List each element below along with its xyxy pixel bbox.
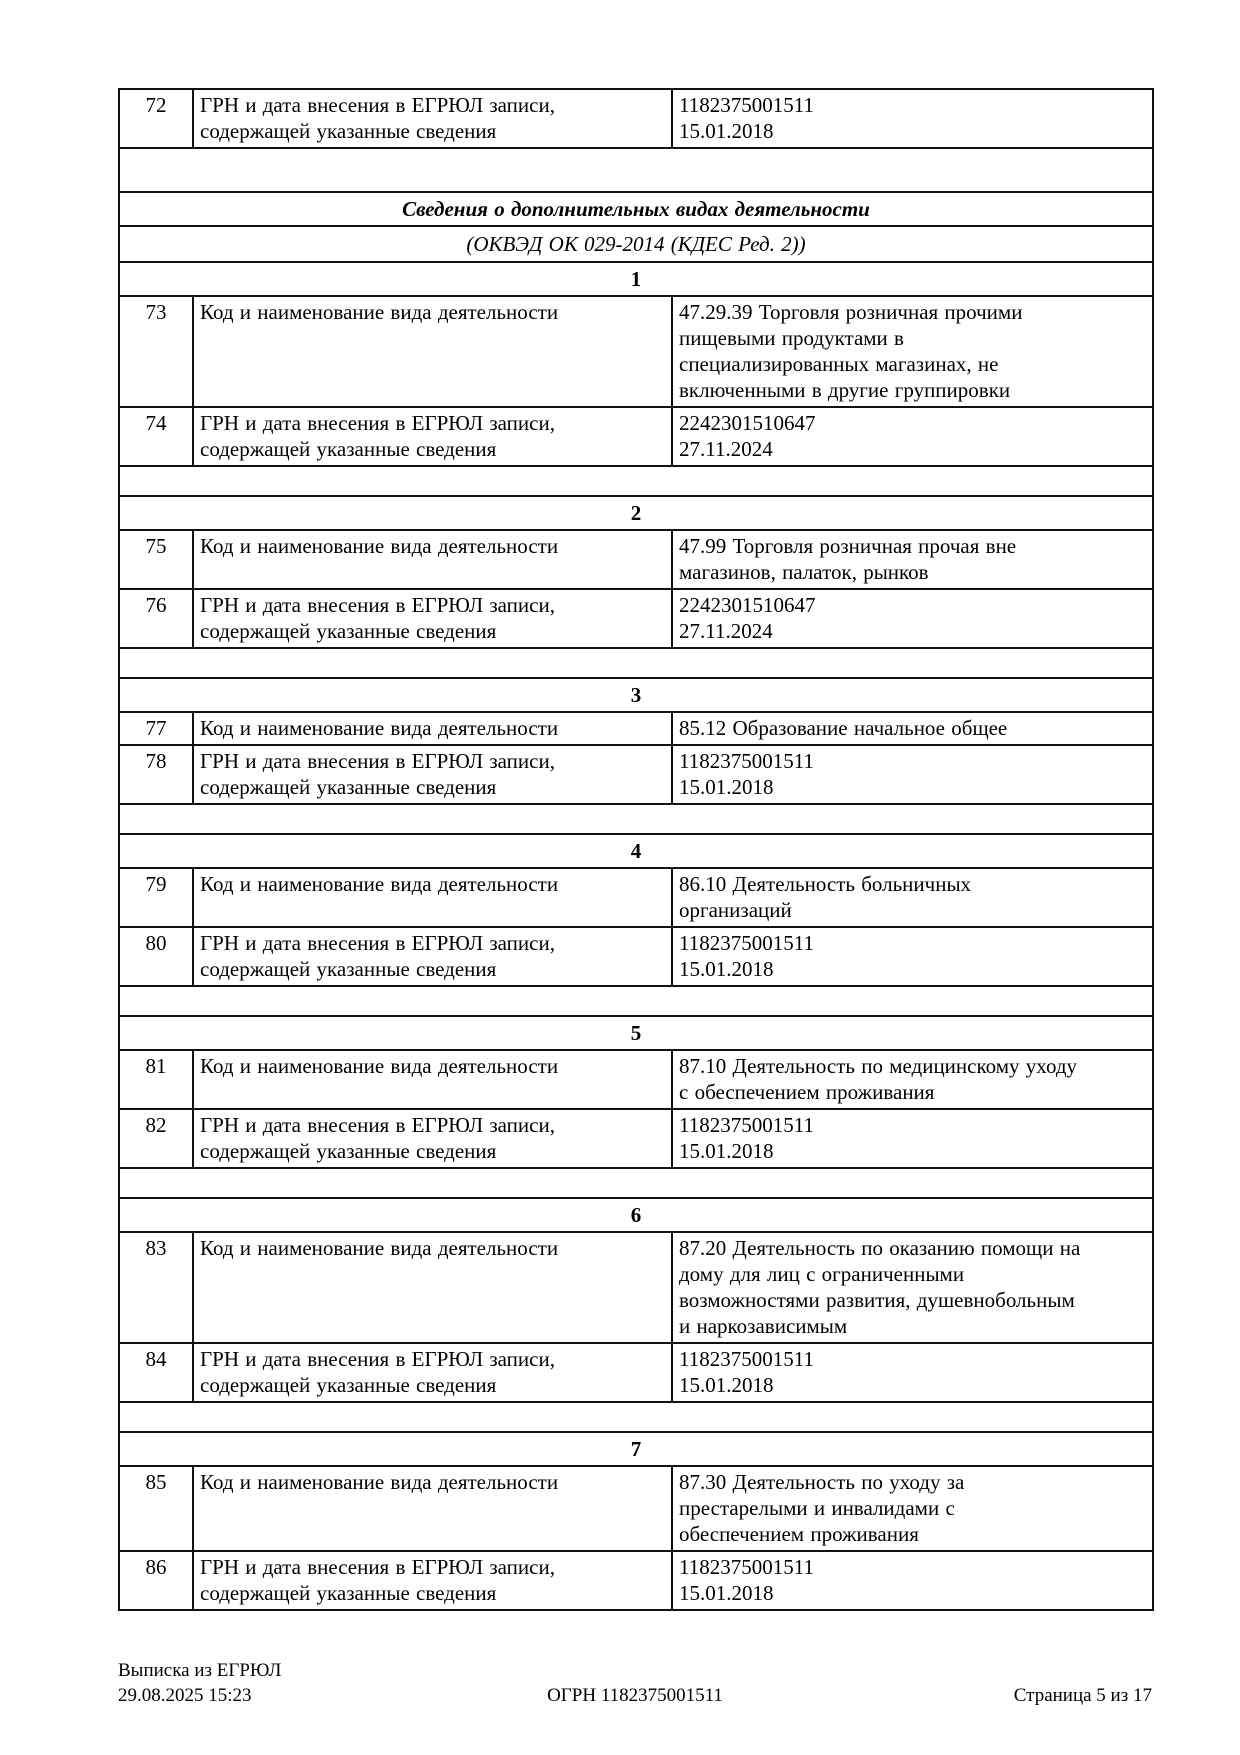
text-line: 87.10 Деятельность по медицинскому уходу <box>679 1054 1078 1078</box>
spacer-row <box>119 648 1153 678</box>
table-row-82 <box>119 1109 1153 1168</box>
spacer-row <box>119 466 1153 496</box>
row-number: 76 <box>119 589 193 648</box>
row-label <box>193 1109 672 1168</box>
text-line: с обеспечением проживания <box>679 1080 935 1104</box>
row-value <box>672 1343 1153 1402</box>
text-line: 15.01.2018 <box>679 1139 774 1163</box>
spacer-row <box>119 148 1153 192</box>
table-row-74 <box>119 407 1153 466</box>
table-row-75 <box>119 530 1153 589</box>
row-label <box>193 868 672 927</box>
text-line: организаций <box>679 898 792 922</box>
item-number: 6 <box>119 1198 1153 1232</box>
row-label <box>193 927 672 986</box>
text-line: специализированных магазинах, не <box>679 352 999 376</box>
footer-doc-type: Выписка из ЕГРЮЛ <box>118 1660 282 1681</box>
text-line: пищевыми продуктами в <box>679 326 904 350</box>
section-title: Сведения о дополнительных видах деятельности <box>119 192 1153 226</box>
table-row-78 <box>119 745 1153 804</box>
text-line: 27.11.2024 <box>679 437 773 461</box>
table-row-86 <box>119 1551 1153 1610</box>
text-line: содержащей указанные сведения <box>200 1373 497 1397</box>
row-number: 80 <box>119 927 193 986</box>
item-number-row <box>119 678 1153 712</box>
text-line: и наркозависимым <box>679 1314 848 1338</box>
text-line: 1182375001511 <box>679 749 814 773</box>
table-row-84 <box>119 1343 1153 1402</box>
row-number: 72 <box>119 89 193 148</box>
text-line: магазинов, палаток, рынков <box>679 560 929 584</box>
row-value <box>672 1466 1153 1551</box>
row-value <box>672 927 1153 986</box>
text-line: 85.12 Образование начальное общее <box>679 716 1008 740</box>
text-line: ГРН и дата внесения в ЕГРЮЛ записи, <box>200 93 555 117</box>
row-value <box>672 407 1153 466</box>
row-value <box>672 1050 1153 1109</box>
table-row-80 <box>119 927 1153 986</box>
text-line: 2242301510647 <box>679 593 816 617</box>
row-label <box>193 1050 672 1109</box>
text-line: содержащей указанные сведения <box>200 1581 497 1605</box>
egrul-table-body <box>119 89 1153 1610</box>
row-number: 83 <box>119 1232 193 1343</box>
text-line: содержащей указанные сведения <box>200 775 497 799</box>
footer-ogrn: ОГРН 1182375001511 <box>547 1685 723 1706</box>
row-label <box>193 407 672 466</box>
item-number-row <box>119 1198 1153 1232</box>
text-line: престарелыми и инвалидами с <box>679 1496 955 1520</box>
row-label <box>193 89 672 148</box>
item-number-row <box>119 1016 1153 1050</box>
spacer-cell <box>119 1168 1153 1198</box>
text-line: Код и наименование вида деятельности <box>200 1054 559 1078</box>
text-line: обеспечением проживания <box>679 1522 919 1546</box>
row-label <box>193 745 672 804</box>
text-line: Код и наименование вида деятельности <box>200 716 559 740</box>
row-value <box>672 589 1153 648</box>
text-line: ГРН и дата внесения в ЕГРЮЛ записи, <box>200 749 555 773</box>
text-line: содержащей указанные сведения <box>200 957 497 981</box>
row-label <box>193 1343 672 1402</box>
row-label <box>193 589 672 648</box>
row-number: 74 <box>119 407 193 466</box>
row-value <box>672 1109 1153 1168</box>
text-line: Код и наименование вида деятельности <box>200 534 559 558</box>
item-number-row <box>119 262 1153 296</box>
text-line: содержащей указанные сведения <box>200 1139 497 1163</box>
section-subtitle: (ОКВЭД ОК 029-2014 (КДЕС Ред. 2)) <box>119 226 1153 262</box>
text-line: Код и наименование вида деятельности <box>200 1236 559 1260</box>
item-number: 2 <box>119 496 1153 530</box>
text-line: ГРН и дата внесения в ЕГРЮЛ записи, <box>200 411 555 435</box>
row-value <box>672 1551 1153 1610</box>
text-line: 15.01.2018 <box>679 1373 774 1397</box>
text-line: 27.11.2024 <box>679 619 773 643</box>
spacer-row <box>119 986 1153 1016</box>
text-line: 1182375001511 <box>679 1555 814 1579</box>
row-label <box>193 712 672 745</box>
row-label <box>193 1551 672 1610</box>
text-line: 1182375001511 <box>679 931 814 955</box>
row-number: 81 <box>119 1050 193 1109</box>
row-value <box>672 868 1153 927</box>
table-row-76 <box>119 589 1153 648</box>
text-line: 1182375001511 <box>679 1113 814 1137</box>
text-line: 15.01.2018 <box>679 957 774 981</box>
text-line: содержащей указанные сведения <box>200 119 497 143</box>
text-line: содержащей указанные сведения <box>200 619 497 643</box>
text-line: возможностями развития, душевнобольным <box>679 1288 1075 1312</box>
item-number-row <box>119 1432 1153 1466</box>
spacer-row <box>119 1168 1153 1198</box>
text-line: 86.10 Деятельность больничных <box>679 872 972 896</box>
text-line: 87.30 Деятельность по уходу за <box>679 1470 965 1494</box>
row-number: 78 <box>119 745 193 804</box>
spacer-cell <box>119 986 1153 1016</box>
table-row-81 <box>119 1050 1153 1109</box>
row-label <box>193 530 672 589</box>
row-value <box>672 296 1153 407</box>
spacer-row <box>119 804 1153 834</box>
row-label <box>193 1232 672 1343</box>
item-number: 4 <box>119 834 1153 868</box>
text-line: 1182375001511 <box>679 93 814 117</box>
row-value <box>672 712 1153 745</box>
footer-datetime: 29.08.2025 15:23 <box>118 1685 252 1706</box>
spacer-cell <box>119 804 1153 834</box>
item-number-row <box>119 834 1153 868</box>
row-value <box>672 530 1153 589</box>
row-number: 86 <box>119 1551 193 1610</box>
row-number: 75 <box>119 530 193 589</box>
item-number-row <box>119 496 1153 530</box>
row-value <box>672 745 1153 804</box>
text-line: ГРН и дата внесения в ЕГРЮЛ записи, <box>200 1555 555 1579</box>
table-row-73 <box>119 296 1153 407</box>
egrul-extract-table <box>118 88 1154 1611</box>
text-line: содержащей указанные сведения <box>200 437 497 461</box>
table-row-77 <box>119 712 1153 745</box>
text-line: 2242301510647 <box>679 411 816 435</box>
row-label <box>193 1466 672 1551</box>
spacer-cell <box>119 1402 1153 1432</box>
text-line: Код и наименование вида деятельности <box>200 1470 559 1494</box>
spacer-row <box>119 1402 1153 1432</box>
text-line: 87.20 Деятельность по оказанию помощи на <box>679 1236 1081 1260</box>
row-value <box>672 89 1153 148</box>
text-line: 15.01.2018 <box>679 1581 774 1605</box>
row-number: 79 <box>119 868 193 927</box>
text-line: дому для лиц с ограниченными <box>679 1262 965 1286</box>
text-line: 1182375001511 <box>679 1347 814 1371</box>
spacer-cell <box>119 648 1153 678</box>
item-number: 7 <box>119 1432 1153 1466</box>
table-row-83 <box>119 1232 1153 1343</box>
text-line: Код и наименование вида деятельности <box>200 300 559 324</box>
row-number: 73 <box>119 296 193 407</box>
footer-page-number: Страница 5 из 17 <box>1013 1685 1152 1706</box>
section-title-row <box>119 192 1153 226</box>
text-line: ГРН и дата внесения в ЕГРЮЛ записи, <box>200 1113 555 1137</box>
table-row-85 <box>119 1466 1153 1551</box>
spacer-cell <box>119 148 1153 192</box>
text-line: ГРН и дата внесения в ЕГРЮЛ записи, <box>200 593 555 617</box>
text-line: 15.01.2018 <box>679 119 774 143</box>
section-subtitle-row <box>119 226 1153 262</box>
item-number: 3 <box>119 678 1153 712</box>
row-label <box>193 296 672 407</box>
text-line: ГРН и дата внесения в ЕГРЮЛ записи, <box>200 1347 555 1371</box>
text-line: 15.01.2018 <box>679 775 774 799</box>
text-line: Код и наименование вида деятельности <box>200 872 559 896</box>
row-value <box>672 1232 1153 1343</box>
spacer-cell <box>119 466 1153 496</box>
item-number: 5 <box>119 1016 1153 1050</box>
row-number: 85 <box>119 1466 193 1551</box>
row-number: 84 <box>119 1343 193 1402</box>
text-line: ГРН и дата внесения в ЕГРЮЛ записи, <box>200 931 555 955</box>
table-row-72 <box>119 89 1153 148</box>
text-line: 47.99 Торговля розничная прочая вне <box>679 534 1017 558</box>
row-number: 82 <box>119 1109 193 1168</box>
item-number: 1 <box>119 262 1153 296</box>
text-line: 47.29.39 Торговля розничная прочими <box>679 300 1023 324</box>
text-line: включенными в другие группировки <box>679 378 1011 402</box>
row-number: 77 <box>119 712 193 745</box>
table-row-79 <box>119 868 1153 927</box>
